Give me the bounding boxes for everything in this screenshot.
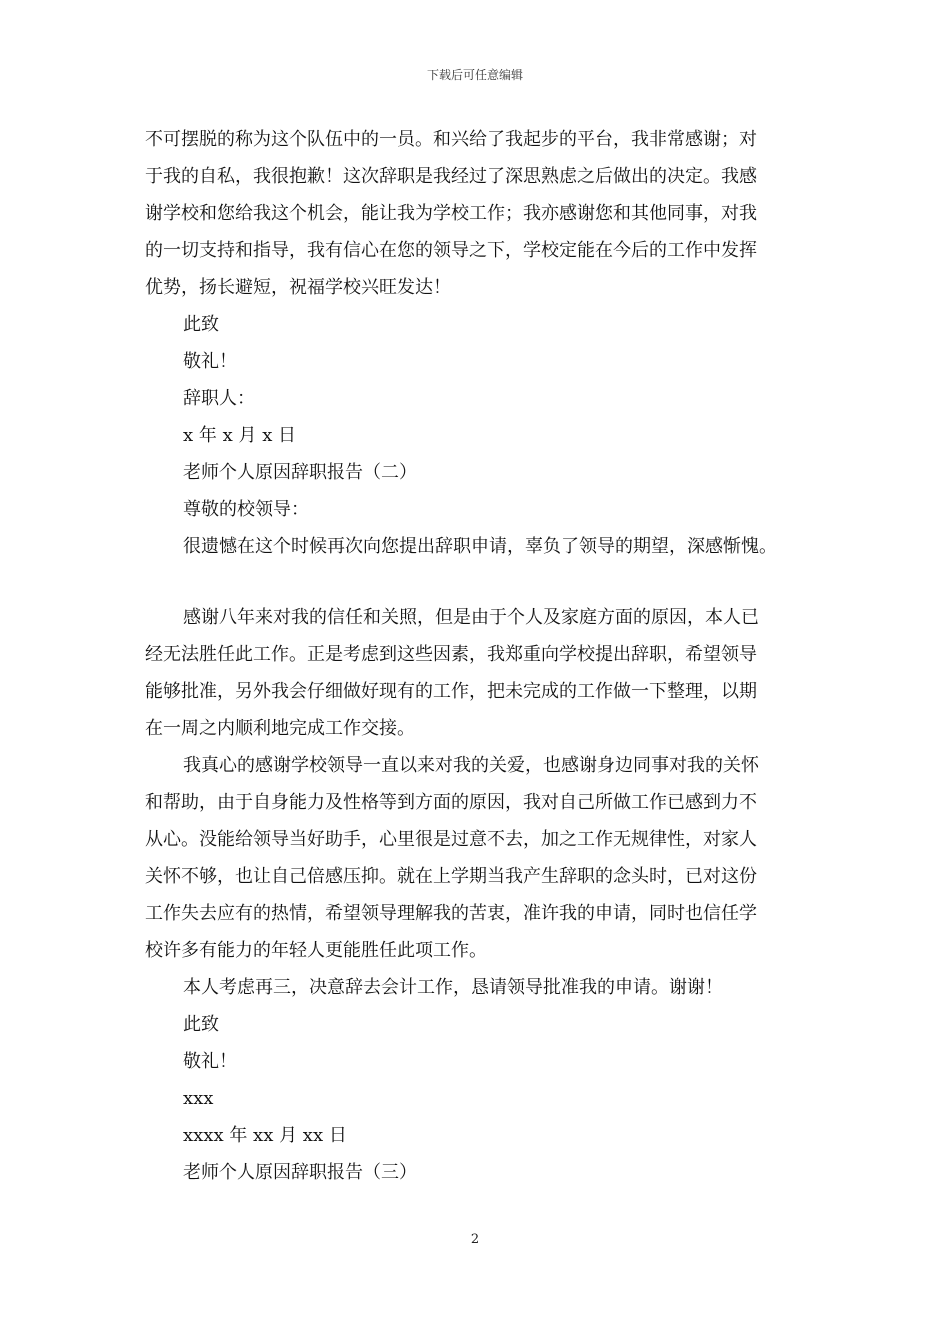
text-line: 和帮助，由于自身能力及性格等到方面的原因，我对自己所做工作已感到力不 (145, 792, 757, 813)
signer-name: xxx (183, 1088, 214, 1109)
text-line: 于我的自私，我很抱歉！这次辞职是我经过了深思熟虑之后做出的决定。我感 (145, 166, 757, 187)
text-line: 谢学校和您给我这个机会，能让我为学校工作；我亦感谢您和其他同事，对我 (145, 203, 757, 224)
signer-label: 辞职人： (183, 388, 255, 409)
text-line: 能够批准，另外我会仔细做好现有的工作，把未完成的工作做一下整理，以期 (145, 681, 757, 702)
page-header: 下载后可任意编辑 (426, 68, 523, 82)
closing-salutation: 此致 (183, 314, 219, 335)
text-line: 工作失去应有的热情，希望领导理解我的苦衷，准许我的申请，同时也信任学 (145, 903, 757, 924)
paragraph-3 (145, 747, 811, 969)
text-line: 在一周之内顺利地完成工作交接。 (145, 718, 415, 739)
closing-salutation: 此致 (183, 1014, 219, 1035)
text-line: 我真心的感谢学校领导一直以来对我的关爱，也感谢身边同事对我的关怀 (183, 755, 759, 776)
text-line: 从心。没能给领导当好助手，心里很是过意不去，加之工作无规律性，对家人 (145, 829, 757, 850)
opening-line: 很遗憾在这个时候再次向您提出辞职申请，辜负了领导的期望，深感惭愧。 (183, 536, 777, 557)
text-line: 的一切支持和指导，我有信心在您的领导之下，学校定能在今后的工作中发挥 (145, 240, 757, 261)
page-number: 2 (470, 1232, 480, 1247)
paragraph-4: 本人考虑再三，决意辞去会计工作，恳请领导批准我的申请。谢谢！ (183, 977, 723, 998)
text-line: 优势，扬长避短，祝福学校兴旺发达！ (145, 277, 451, 298)
paragraph-2 (145, 599, 811, 747)
signature-date: xxxx 年 xx 月 xx 日 (183, 1125, 347, 1146)
section-title: 老师个人原因辞职报告（三） (183, 1162, 417, 1183)
document-body (145, 121, 811, 1191)
text-line: 经无法胜任此工作。正是考虑到这些因素，我郑重向学校提出辞职，希望领导 (145, 644, 757, 665)
closing-regards: 敬礼！ (183, 351, 237, 372)
text-line: 校许多有能力的年轻人更能胜任此项工作。 (145, 940, 487, 961)
signature-date: x 年 x 月 x 日 (183, 425, 297, 446)
letter-greeting: 尊敬的校领导： (183, 499, 309, 520)
paragraph-1 (145, 121, 811, 306)
paragraph-gap (145, 565, 811, 599)
text-line: 感谢八年来对我的信任和关照，但是由于个人及家庭方面的原因，本人已 (183, 607, 759, 628)
closing-regards: 敬礼！ (183, 1051, 237, 1072)
text-line: 不可摆脱的称为这个队伍中的一员。和兴给了我起步的平台，我非常感谢；对 (145, 129, 757, 150)
section-title: 老师个人原因辞职报告（二） (183, 462, 417, 483)
text-line: 关怀不够，也让自己倍感压抑。就在上学期当我产生辞职的念头时，已对这份 (145, 866, 757, 887)
